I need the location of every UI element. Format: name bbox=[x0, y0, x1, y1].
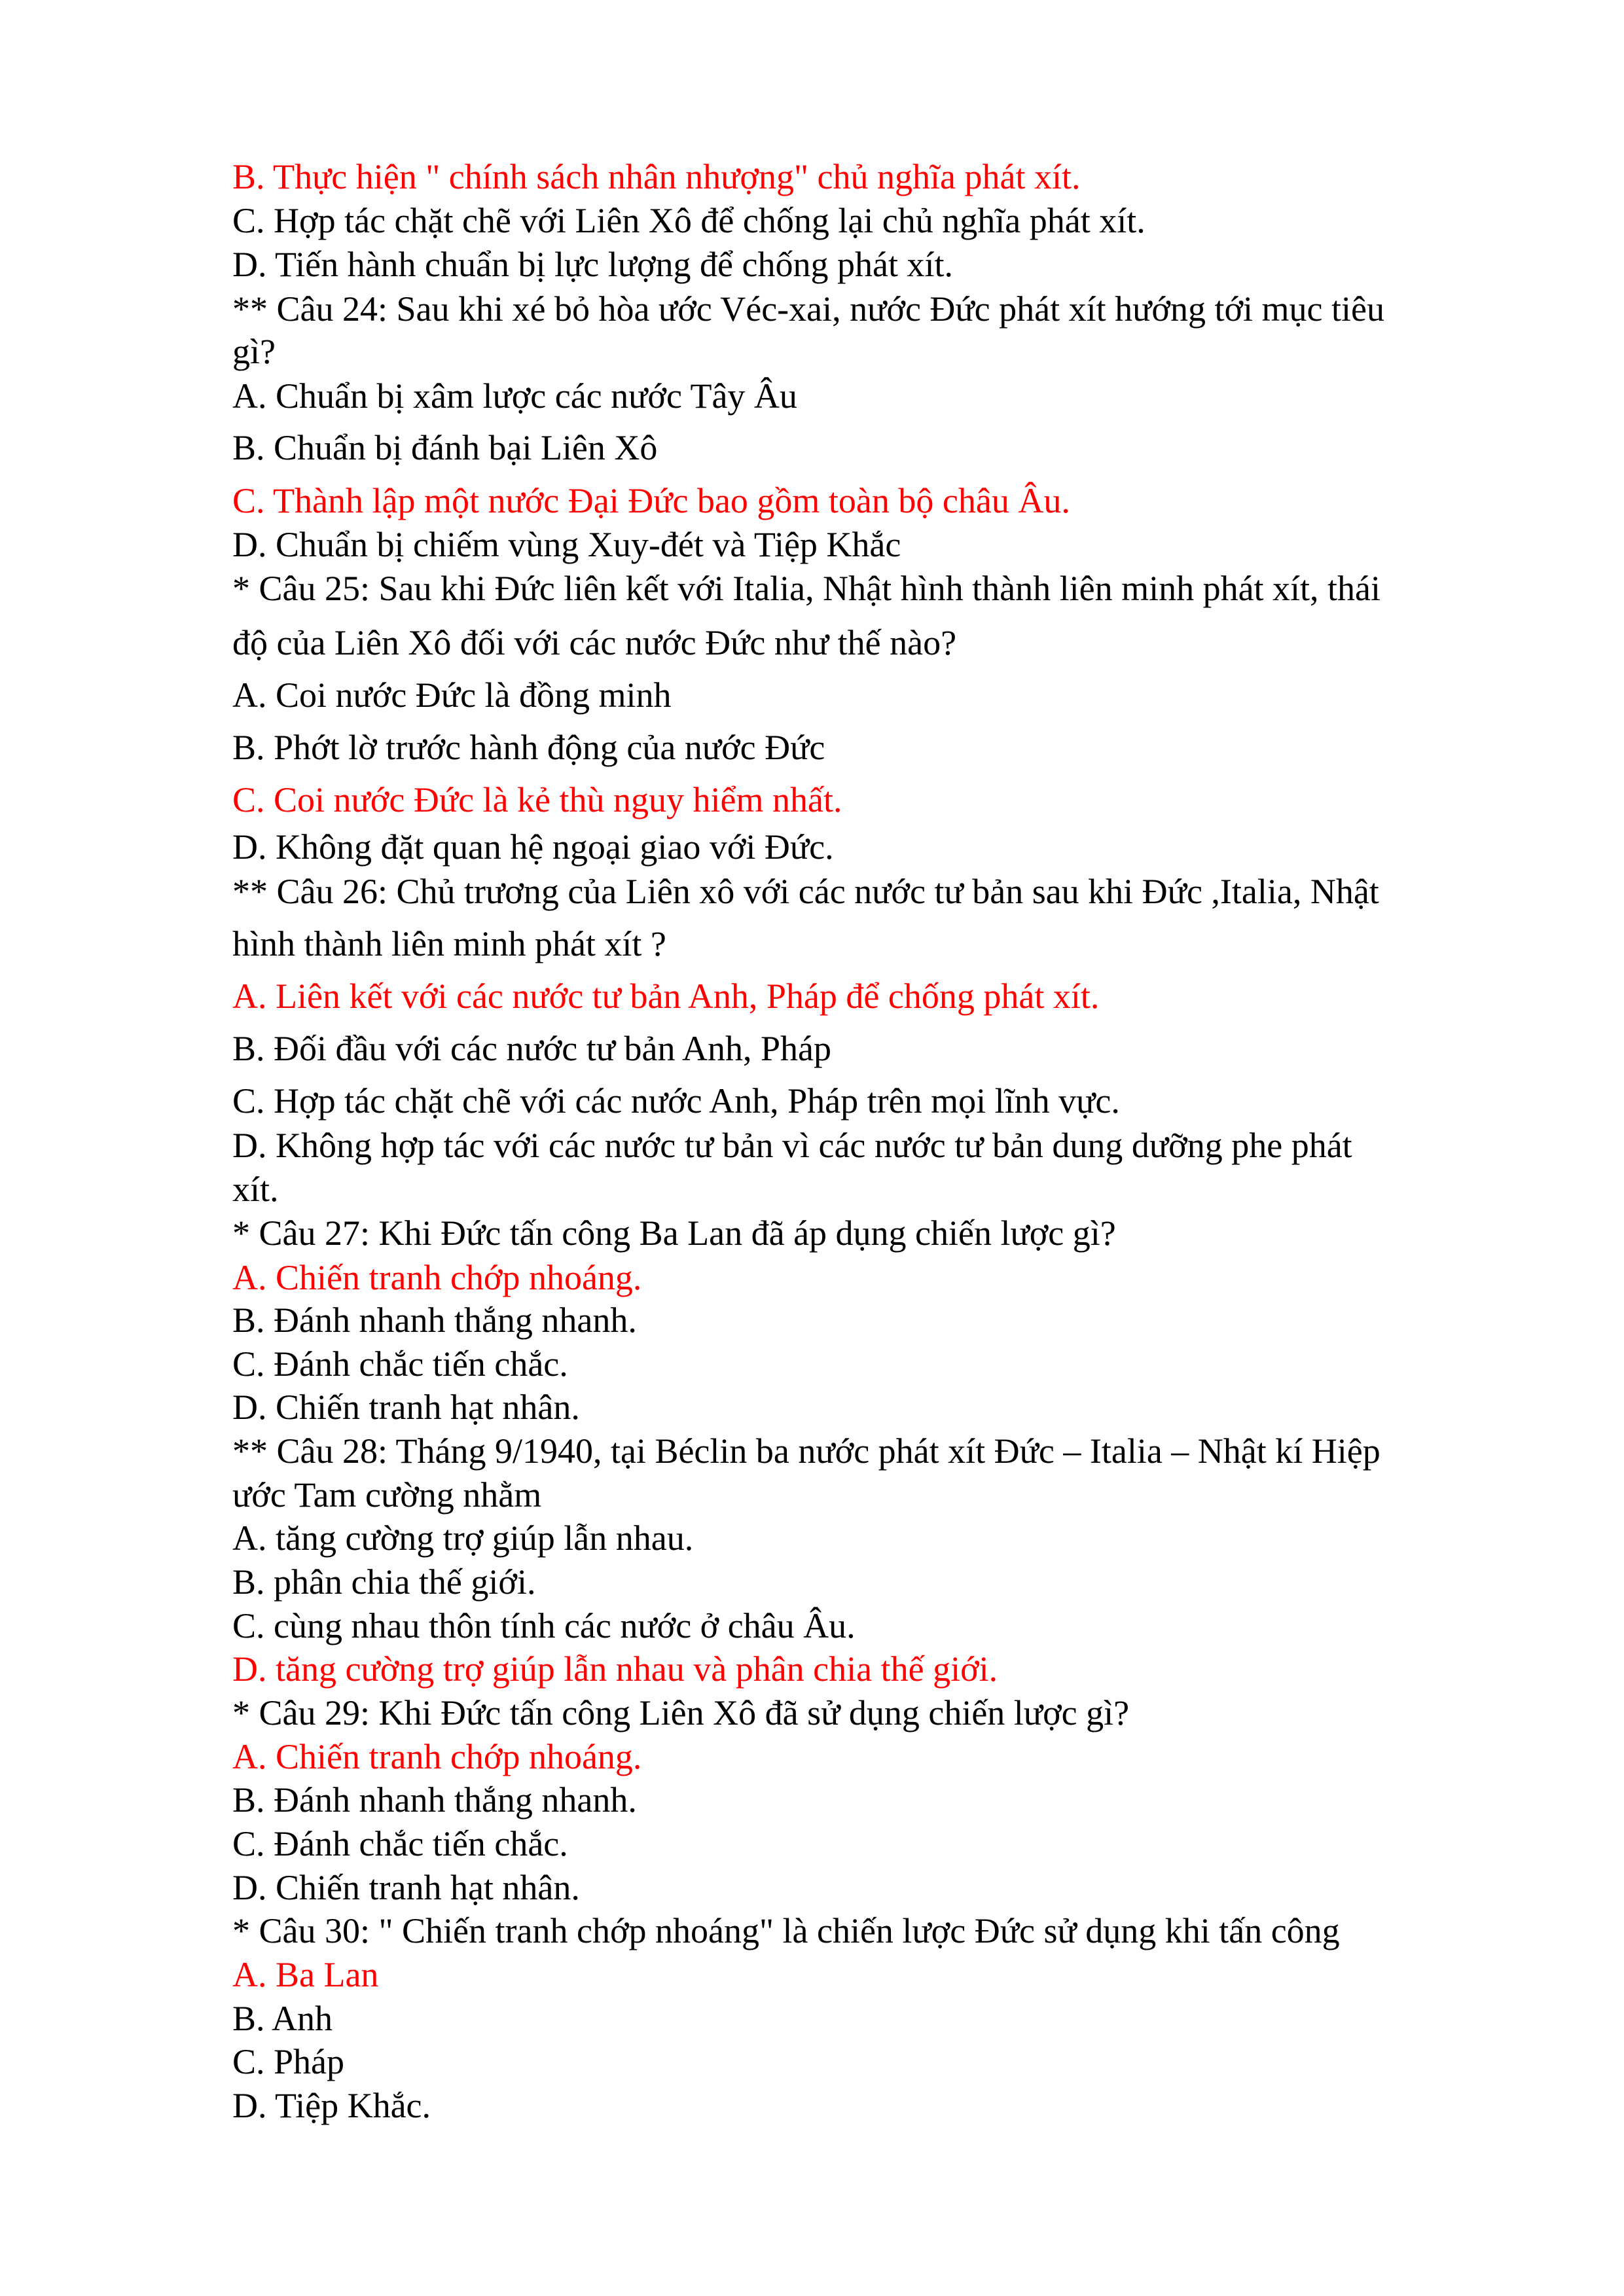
text-line: A. Coi nước Đức là đồng minh bbox=[232, 675, 672, 715]
text-line: D. Chuẩn bị chiếm vùng Xuy-đét và Tiệp Khắc bbox=[232, 525, 901, 564]
text-line: * Câu 29: Khi Đức tấn công Liên Xô đã sử dụng chiến lược gì? bbox=[232, 1693, 1130, 1732]
text-line: * Câu 27: Khi Đức tấn công Ba Lan đã áp dụng chiến lược gì? bbox=[232, 1213, 1116, 1253]
text-line: C. Hợp tác chặt chẽ với Liên Xô để chống lại chủ nghĩa phát xít. bbox=[232, 201, 1146, 240]
text-line: B. Phớt lờ trước hành động của nước Đức bbox=[232, 728, 825, 767]
correct-answer-line: A. Ba Lan bbox=[232, 1955, 379, 1994]
text-line: B. Đánh nhanh thắng nhanh. bbox=[232, 1780, 637, 1820]
text-line: hình thành liên minh phát xít ? bbox=[232, 924, 666, 963]
correct-answer-line: A. Chiến tranh chớp nhoáng. bbox=[232, 1258, 642, 1297]
text-line: D. Chiến tranh hạt nhân. bbox=[232, 1388, 580, 1427]
text-line: độ của Liên Xô đối với các nước Đức như thế nào? bbox=[232, 623, 957, 662]
text-line: C. Hợp tác chặt chẽ với các nước Anh, Pháp trên mọi lĩnh vực. bbox=[232, 1081, 1120, 1121]
text-line: C. Đánh chắc tiến chắc. bbox=[232, 1824, 568, 1863]
correct-answer-line: C. Coi nước Đức là kẻ thù nguy hiểm nhất. bbox=[232, 780, 842, 819]
correct-answer-line: B. Thực hiện " chính sách nhân nhượng" chủ nghĩa phát xít. bbox=[232, 157, 1081, 196]
text-line: B. Chuẩn bị đánh bại Liên Xô bbox=[232, 428, 658, 467]
text-line: gì? bbox=[232, 332, 276, 371]
correct-answer-line: A. Chiến tranh chớp nhoáng. bbox=[232, 1737, 642, 1776]
text-line: * Câu 30: " Chiến tranh chớp nhoáng" là chiến lược Đức sử dụng khi tấn công bbox=[232, 1911, 1340, 1950]
text-line: C. cùng nhau thôn tính các nước ở châu Âu. bbox=[232, 1606, 856, 1645]
text-line: B. phân chia thế giới. bbox=[232, 1562, 536, 1602]
text-line: A. tăng cường trợ giúp lẫn nhau. bbox=[232, 1518, 694, 1558]
text-line: C. Đánh chắc tiến chắc. bbox=[232, 1344, 568, 1384]
correct-answer-line: A. Liên kết với các nước tư bản Anh, Pháp để chống phát xít. bbox=[232, 977, 1100, 1016]
text-line: D. Không hợp tác với các nước tư bản vì các nước tư bản dung dưỡng phe phát bbox=[232, 1126, 1352, 1165]
text-line: B. Anh bbox=[232, 1999, 333, 2038]
text-line: ** Câu 24: Sau khi xé bỏ hòa ước Véc-xai, nước Đức phát xít hướng tới mục tiêu bbox=[232, 289, 1384, 329]
text-line: ** Câu 28: Tháng 9/1940, tại Béclin ba nước phát xít Đức – Italia – Nhật kí Hiệp bbox=[232, 1431, 1380, 1471]
correct-answer-line: C. Thành lập một nước Đại Đức bao gồm toàn bộ châu Âu. bbox=[232, 481, 1070, 520]
text-line: A. Chuẩn bị xâm lược các nước Tây Âu bbox=[232, 376, 797, 416]
text-line: D. Chiến tranh hạt nhân. bbox=[232, 1868, 580, 1907]
text-line: C. Pháp bbox=[232, 2042, 345, 2081]
text-line: xít. bbox=[232, 1170, 279, 1209]
text-line: B. Đối đầu với các nước tư bản Anh, Pháp bbox=[232, 1029, 831, 1068]
correct-answer-line: D. tăng cường trợ giúp lẫn nhau và phân chia thế giới. bbox=[232, 1649, 998, 1689]
text-line: D. Không đặt quan hệ ngoại giao với Đức. bbox=[232, 827, 834, 867]
text-line: ước Tam cường nhằm bbox=[232, 1475, 542, 1515]
text-line: D. Tiệp Khắc. bbox=[232, 2086, 431, 2125]
text-line: B. Đánh nhanh thắng nhanh. bbox=[232, 1300, 637, 1340]
text-line: * Câu 25: Sau khi Đức liên kết với Italia, Nhật hình thành liên minh phát xít, thái bbox=[232, 569, 1381, 608]
text-line: D. Tiến hành chuẩn bị lực lượng để chống phát xít. bbox=[232, 245, 953, 284]
text-line: ** Câu 26: Chủ trương của Liên xô với các nước tư bản sau khi Đức ,Italia, Nhật bbox=[232, 872, 1379, 911]
